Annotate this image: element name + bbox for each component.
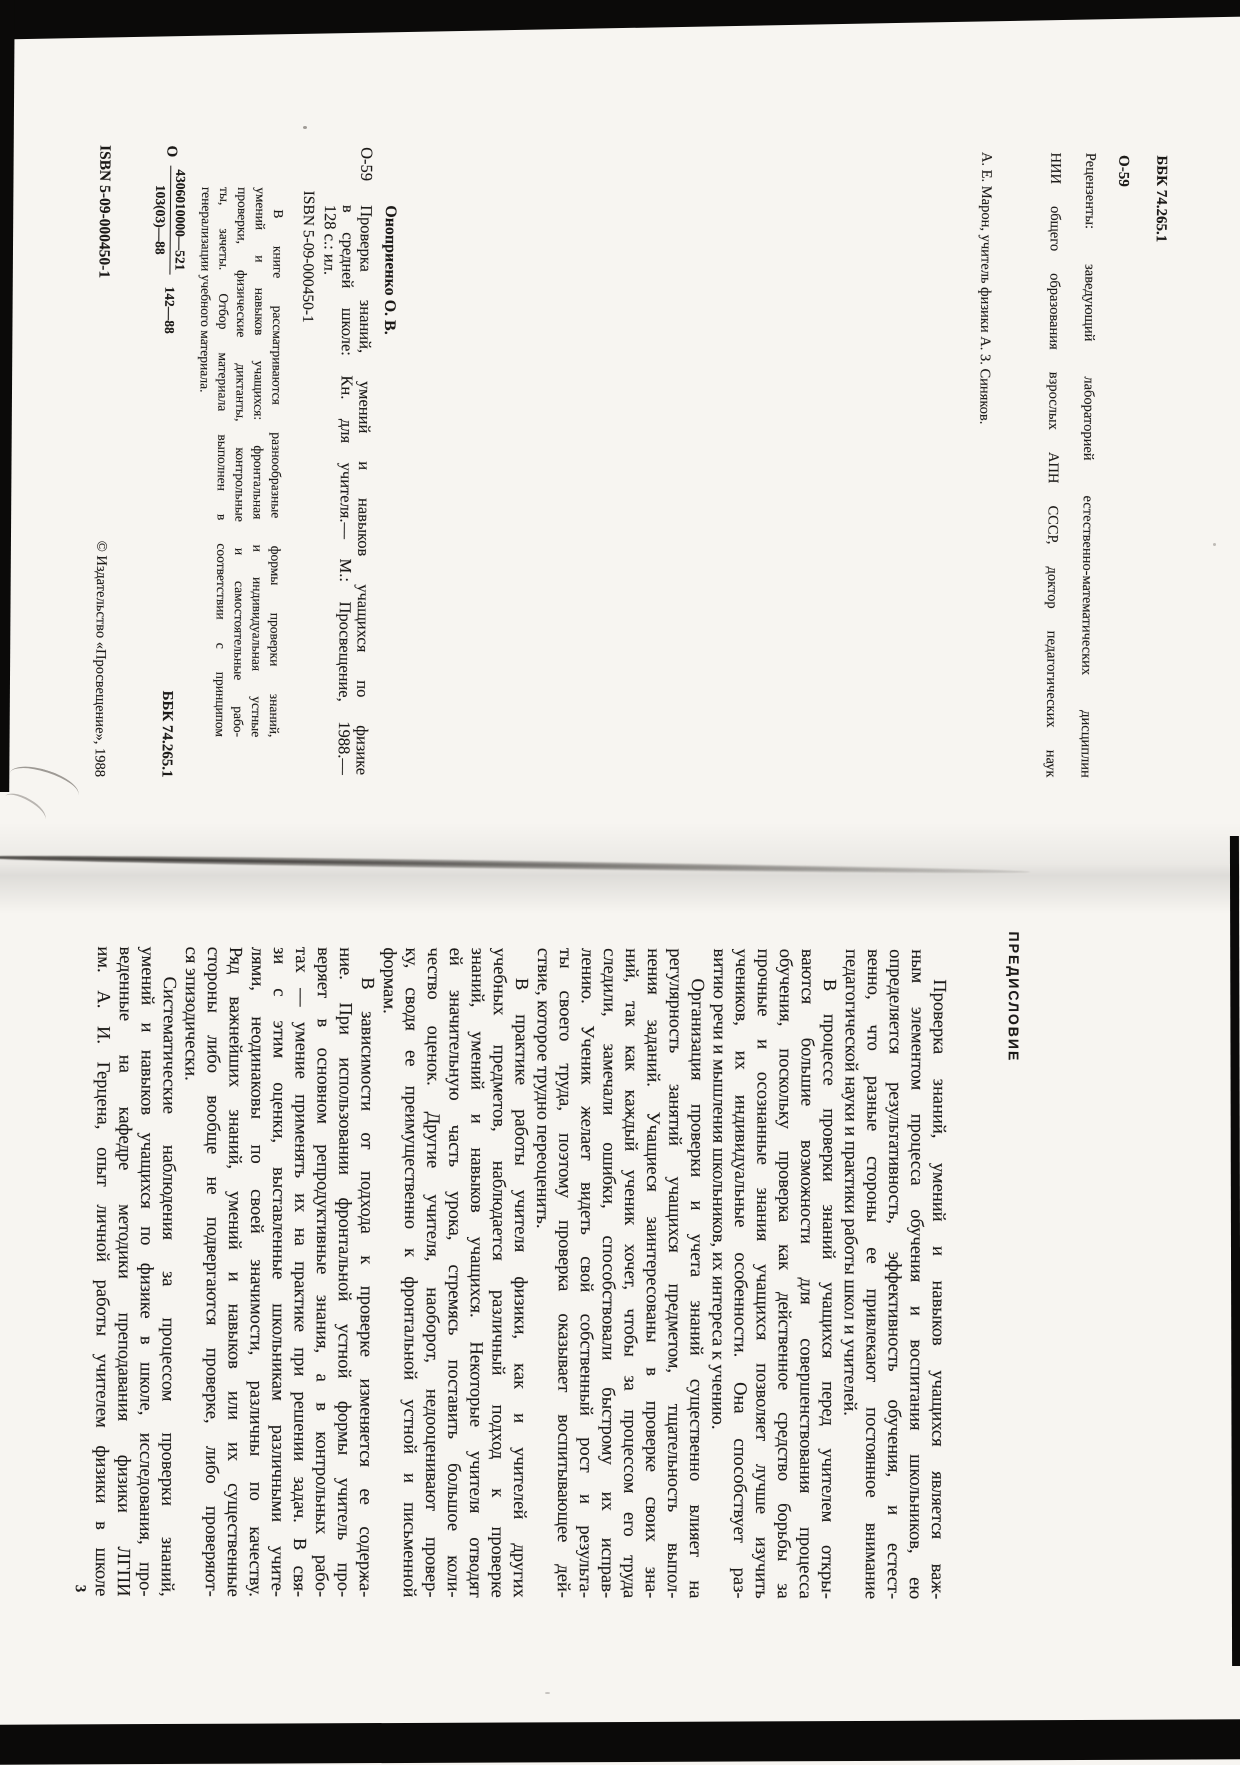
text-line: 128 с.: ил. — [320, 204, 340, 276]
text-line: НИИ общего образования взрослых АПН СССР, доктор педагогических наук — [1042, 152, 1064, 778]
text-line: ствие, которое трудно переоценить. — [532, 947, 554, 1229]
text-line: В книге рассматриваются разнообразные формы проверки знаний, — [266, 209, 286, 738]
preface-body — [90, 946, 950, 1599]
text-line: чество оценок. Другие учителя, наоборот, недооценивают провер- — [420, 947, 444, 1598]
text-line: веряет в основном репродуктивные знания, а в контрольных рабо- — [310, 947, 334, 1598]
catalog-entry-code: О-59 — [357, 147, 377, 182]
text-line: в средней школе: Кн. для учителя.— М.: Просвещение, 1988.— — [334, 204, 358, 776]
text-line: ты, зачеты. Отбор материала выполнен в соответствии с принципом — [212, 186, 233, 738]
print-order-code-row — [147, 145, 189, 777]
scan-speck — [303, 126, 307, 129]
text-line: прочные и осознанные знания учащихся позволяет лучше изучить — [750, 948, 774, 1599]
text-line: педагогической науки и практики работы школ и учителей. — [839, 948, 862, 1416]
catalog-entry-lines — [317, 205, 375, 775]
bbk-classification-code: ББК 74.265.1 — [1152, 155, 1170, 243]
text-line: Проверка знаний, умений и навыков учащихся по физике — [352, 205, 376, 776]
paragraph — [178, 947, 378, 1598]
text-line: А. Е. Марон, учитель физики А. З. Синяков. — [976, 151, 995, 425]
annotation-block — [193, 187, 287, 738]
text-line: витию речи и мышления школьников, их интереса к учению. — [707, 948, 730, 1430]
text-line: венно, что разные стороны ее привлекают постоянное внимание — [860, 949, 884, 1600]
catalog-card-block — [317, 147, 376, 777]
text-line: умений и навыков учащихся: фронтальная и индивидуальная устные — [248, 187, 269, 738]
text-line: обучения, поскольку проверка как действенное средство борьбы за — [772, 948, 796, 1599]
text-line: зи с этим оценки, выставленные школьникам различными учите- — [266, 946, 290, 1598]
text-line: Организация проверки и учета знаний существенно влияет на — [684, 978, 707, 1599]
print-code-denominator: 103(03)—88 — [152, 184, 169, 255]
preface-page — [34, 898, 1096, 1602]
isbn-copyright-row — [90, 145, 113, 777]
reviewers-block — [956, 152, 1100, 778]
scan-speck — [545, 1692, 550, 1694]
paragraph — [838, 949, 950, 1599]
scan-border-bottom — [0, 1719, 1240, 1765]
text-line: ний, так как каждый ученик хочет, чтобы за процессом его труда — [618, 948, 642, 1599]
text-line: В процессе проверки знаний учащихся перед учителем откры- — [816, 978, 839, 1599]
text-line: ты своего труда, поэтому проверка оказывает воспитывающее дей- — [552, 947, 576, 1599]
text-line: им. А. И. Герцена, опыт личной работы учителем физики в школе — [90, 946, 114, 1597]
text-line: определяется результативность, эффективность обучения, и естест- — [882, 949, 906, 1600]
text-line: ей значительную часть урока, стремясь поставить большое коли- — [442, 947, 466, 1598]
text-line: В практике работы учителя физики, как и учителей других — [508, 977, 531, 1598]
bbk-classification-code-bottom: ББК 74.265.1 — [158, 690, 176, 778]
text-line: ваются большие возможности для совершенствования процесса — [794, 948, 818, 1599]
copyright-page — [32, 131, 1177, 790]
print-code-numerator: 4306010000—521 — [169, 165, 189, 274]
text-line: учебных предметов, наблюдается различный подход к проверке — [486, 947, 510, 1598]
text-line: Проверка знаний, умений и навыков учащихся является важ- — [926, 979, 949, 1600]
text-line: стороны либо вообще не подвергаются проверке, либо проверяют- — [200, 946, 224, 1597]
text-line: генерализации учебного материала. — [197, 186, 215, 393]
text-line: следили, замечали ошибки, способствовали быстрому их исправ- — [596, 948, 620, 1599]
author-name: Оноприенко О. В. — [380, 205, 399, 335]
isbn-catalog: ISBN 5-09-000450-1 — [299, 190, 318, 323]
paragraph — [706, 948, 840, 1598]
scan-border-left — [0, 0, 15, 792]
print-code-result: 142—88 — [162, 286, 178, 334]
author-letter-code: О-59 — [1115, 154, 1132, 187]
text-line: знаний, умений и навыков учащихся. Некоторые учителя отводят — [464, 947, 488, 1598]
text-line: веденные на кафедре методики преподавания физики ЛГПИ — [112, 946, 136, 1597]
text-line: учеников, их индивидуальные особенности. Она способствует раз- — [728, 948, 752, 1599]
paragraph — [530, 948, 708, 1599]
print-code-fraction — [151, 165, 189, 275]
text-line: Систематические наблюдения за процессом проверки знаний, — [156, 976, 179, 1597]
scan-speck — [1213, 543, 1216, 546]
scan-border-right — [1230, 836, 1240, 1666]
text-line: ным элементом процесса обучения и воспитания школьников, ею — [904, 949, 928, 1600]
text-line: ние. При использовании фронтальной устной формы учитель про- — [332, 947, 356, 1598]
paragraph — [376, 947, 532, 1598]
text-line: Ряд важнейших знаний, умений и навыков или их существенные — [222, 946, 246, 1597]
isbn-bottom: ISBN 5-09-000450-1 — [95, 144, 114, 279]
page-number: 3 — [71, 1584, 88, 1593]
print-code-prefix: О — [163, 145, 180, 158]
text-line: тах — умение применять их на практике при решении задач. В свя- — [288, 947, 312, 1598]
scan-border-top — [0, 0, 1240, 40]
text-line: регулярность занятий учащихся предметом, тщательность выпол- — [662, 948, 686, 1599]
text-line: лями, неодинаковы по своей значимости, различны по качеству. — [244, 946, 268, 1597]
text-line: проверки, физические диктанты, контрольные и самостоятельные рабо- — [230, 187, 251, 738]
text-line: ку, сводя ее преимущественно к фронтальной устной и письменной — [398, 947, 422, 1598]
publisher-copyright: © Издательство «Просвещение», 1988 — [91, 540, 110, 778]
text-line: умений и навыков учащихся по физике в школе, исследования, про- — [134, 946, 158, 1597]
text-line: Рецензенты: заведующий лабораторией естественно-математических дисциплин — [1077, 152, 1099, 778]
text-line: ся эпизодически. — [180, 946, 202, 1081]
chapter-title: ПРЕДИСЛОВИЕ — [1005, 931, 1023, 1063]
text-line: В зависимости от подхода к проверке изменяется ее содержа- — [354, 977, 377, 1598]
paragraph — [90, 946, 180, 1596]
text-line: нения заданий. Учащиеся заинтересованы в проверке своих зна- — [640, 948, 664, 1599]
text-line: формам. — [378, 947, 400, 1014]
text-line: лению. Ученик желает видеть свой собственный рост и результа- — [574, 948, 598, 1599]
